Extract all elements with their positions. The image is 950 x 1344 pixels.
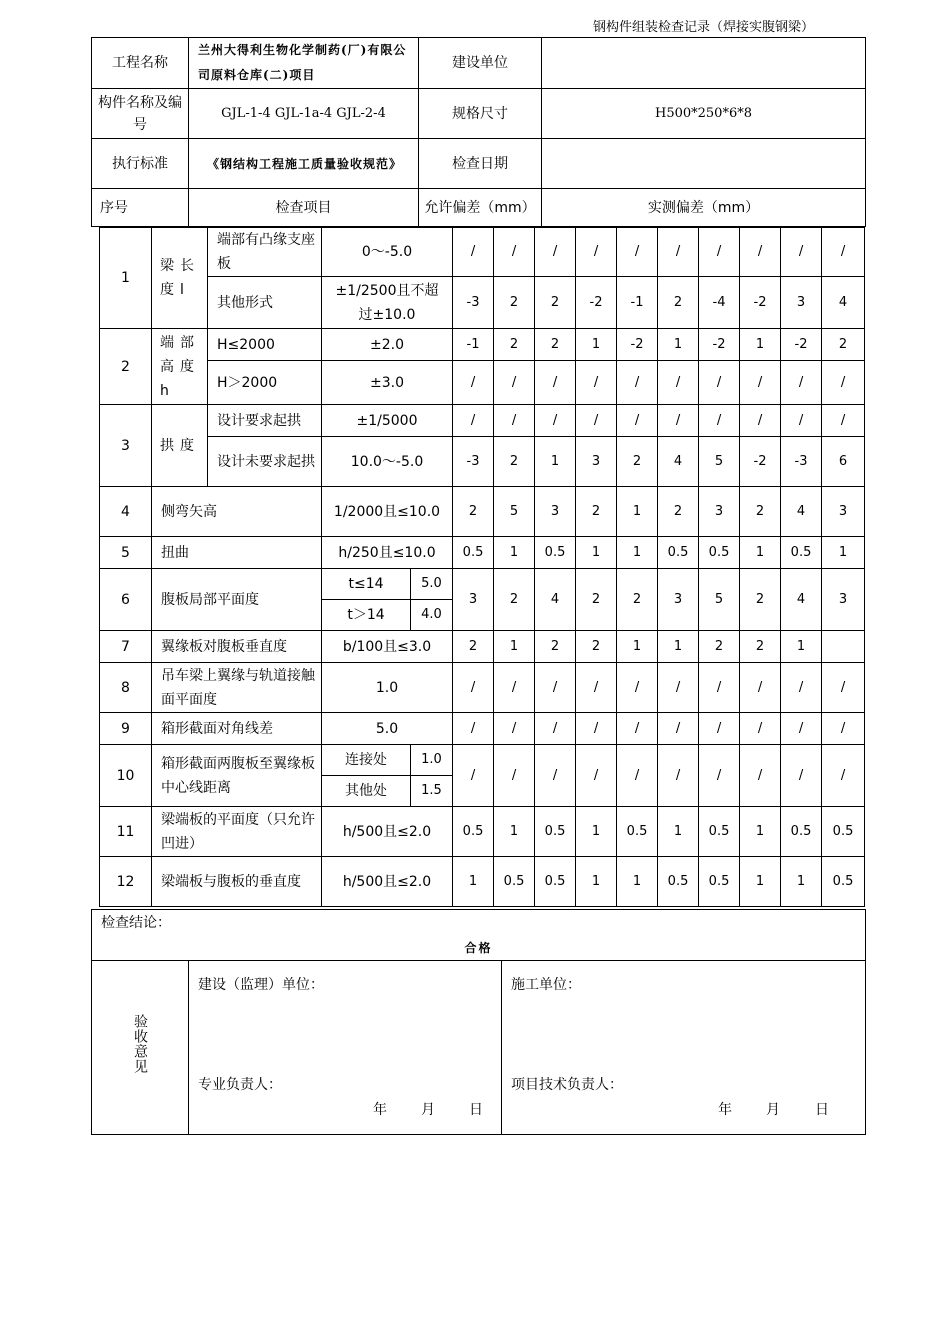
measured-value: 2: [576, 631, 617, 663]
document-title: 钢构件组装检查记录（焊接实腹钢梁）: [592, 20, 814, 35]
measured-value: /: [453, 663, 494, 713]
item-label: 箱形截面对角线差: [152, 713, 322, 745]
builder-label: 建设单位: [419, 38, 542, 89]
measured-value: /: [822, 361, 865, 405]
measured-value: 3: [535, 487, 576, 537]
measured-value: /: [658, 713, 699, 745]
measured-value: /: [453, 228, 494, 277]
item-label: 扭曲: [152, 537, 322, 569]
row-number: 6: [100, 569, 152, 631]
table-row: [100, 329, 865, 361]
measured-value: /: [453, 745, 494, 807]
item-label: 梁长度l: [152, 228, 208, 329]
measured-value: 2: [453, 631, 494, 663]
acceptance-label-cell: [92, 961, 189, 1135]
measured-value: -4: [699, 277, 740, 329]
row-number: 4: [100, 487, 152, 537]
measured-value: [822, 631, 865, 663]
measured-value: 2: [740, 487, 781, 537]
sub-item-label: 其他形式: [208, 277, 322, 329]
contractor-month: 月: [766, 1102, 780, 1118]
component-value: GJL-1-4 GJL-1a-4 GJL-2-4: [189, 89, 419, 139]
measured-value: /: [822, 745, 865, 807]
row-number: 7: [100, 631, 152, 663]
measured-value: 4: [781, 487, 822, 537]
allowance-value: ±3.0: [322, 361, 453, 405]
measured-value: 1: [576, 857, 617, 907]
measured-value: -1: [453, 329, 494, 361]
measured-value: /: [494, 228, 535, 277]
measured-value: 1: [617, 487, 658, 537]
measured-value: 2: [494, 277, 535, 329]
measured-value: /: [658, 405, 699, 437]
footer-table: [91, 909, 866, 1135]
measured-value: 1: [822, 537, 865, 569]
measured-value: 6: [822, 437, 865, 487]
measured-value: 3: [658, 569, 699, 631]
table-row: [100, 277, 865, 329]
allowance-value: 5.0: [411, 569, 453, 600]
measured-value: /: [699, 663, 740, 713]
allowance-value: 10.0～-5.0: [322, 437, 453, 487]
measured-value: 2: [535, 631, 576, 663]
row-number: 11: [100, 807, 152, 857]
measured-value: 3: [781, 277, 822, 329]
owner-title: 建设（监理）单位：: [198, 977, 324, 993]
measured-value: /: [576, 228, 617, 277]
allowance-condition: 连接处: [322, 745, 411, 776]
measured-value: /: [617, 361, 658, 405]
allowance-value: h/500且≤2.0: [322, 807, 453, 857]
measured-value: -2: [576, 277, 617, 329]
measured-value: 3: [699, 487, 740, 537]
measured-value: /: [494, 713, 535, 745]
measured-value: 1: [494, 631, 535, 663]
measured-value: /: [781, 663, 822, 713]
measured-value: /: [740, 713, 781, 745]
measured-value: /: [822, 228, 865, 277]
date-label: 检查日期: [419, 139, 542, 189]
table-row: [100, 537, 865, 569]
measured-value: /: [617, 713, 658, 745]
allowance-value: ±2.0: [322, 329, 453, 361]
conclusion-label: 检查结论：: [101, 915, 171, 931]
measured-value: 0.5: [699, 537, 740, 569]
measured-value: /: [576, 713, 617, 745]
sub-item-label: H＞2000: [208, 361, 322, 405]
allowance-condition: t＞14: [322, 600, 411, 631]
measured-value: 0.5: [781, 537, 822, 569]
measured-value: 1: [658, 329, 699, 361]
measured-value: /: [658, 745, 699, 807]
date-value: [542, 139, 866, 189]
measured-value: 2: [494, 569, 535, 631]
spec-value: H500*250*6*8: [542, 89, 866, 139]
row-number: 8: [100, 663, 152, 713]
measured-value: 1: [740, 857, 781, 907]
allowance-value: 1/2000且≤10.0: [322, 487, 453, 537]
measured-value: 2: [494, 437, 535, 487]
measured-value: 1: [658, 807, 699, 857]
measured-value: /: [453, 713, 494, 745]
measured-value: /: [617, 405, 658, 437]
measured-value: -2: [781, 329, 822, 361]
measured-value: /: [453, 361, 494, 405]
measured-value: 3: [453, 569, 494, 631]
component-label: 构件名称及编号: [92, 89, 189, 139]
project-label: 工程名称: [92, 38, 189, 89]
allowance-value: ±1/2500且不超过±10.0: [322, 277, 453, 329]
measured-value: 2: [494, 329, 535, 361]
standard-label: 执行标准: [92, 139, 189, 189]
acceptance-label: 验收意见: [132, 1013, 148, 1074]
table-row: [100, 361, 865, 405]
sub-item-label: H≤2000: [208, 329, 322, 361]
measured-value: /: [576, 663, 617, 713]
measured-value: 0.5: [535, 807, 576, 857]
contractor-title: 施工单位：: [511, 977, 581, 993]
measured-value: 5: [699, 569, 740, 631]
table-row: [100, 437, 865, 487]
row-number: 12: [100, 857, 152, 907]
measured-value: 2: [535, 277, 576, 329]
table-row: [100, 631, 865, 663]
owner-day: 日: [469, 1102, 483, 1118]
measured-value: 4: [535, 569, 576, 631]
col-allow-header: 允许偏差（mm）: [419, 189, 542, 227]
measured-value: 0.5: [658, 537, 699, 569]
measured-value: /: [699, 405, 740, 437]
col-no-header: 序号: [92, 189, 189, 227]
measured-value: 5: [699, 437, 740, 487]
allowance-value: 1.0: [411, 745, 453, 776]
measured-value: 1: [576, 537, 617, 569]
measured-value: 2: [822, 329, 865, 361]
measured-value: 2: [740, 631, 781, 663]
measured-value: 4: [781, 569, 822, 631]
measured-value: /: [494, 663, 535, 713]
table-row: [100, 857, 865, 907]
col-measured-header: 实测偏差（mm）: [542, 189, 866, 227]
measured-value: 3: [822, 569, 865, 631]
measured-value: 1: [658, 631, 699, 663]
row-number: 10: [100, 745, 152, 807]
measured-value: /: [535, 745, 576, 807]
owner-year: 年: [373, 1102, 387, 1118]
measured-value: -2: [617, 329, 658, 361]
measured-value: 3: [576, 437, 617, 487]
measured-value: 3: [822, 487, 865, 537]
measured-value: 2: [576, 569, 617, 631]
measured-value: 1: [740, 537, 781, 569]
measured-value: 2: [740, 569, 781, 631]
allowance-value: 4.0: [411, 600, 453, 631]
standard-value: 《钢结构工程施工质量验收规范》: [189, 139, 419, 189]
measured-value: -3: [453, 437, 494, 487]
measured-value: /: [822, 405, 865, 437]
measured-value: /: [781, 405, 822, 437]
measured-value: 0.5: [781, 807, 822, 857]
measured-value: 2: [658, 277, 699, 329]
table-row: [100, 569, 865, 600]
sub-item-label: 端部有凸缘支座板: [208, 228, 322, 277]
measured-value: /: [740, 663, 781, 713]
item-label: 吊车梁上翼缘与轨道接触面平面度: [152, 663, 322, 713]
measured-value: /: [535, 228, 576, 277]
measured-value: /: [822, 663, 865, 713]
project-value: 兰州大得利生物化学制药(厂)有限公司原料仓库(二)项目: [189, 38, 419, 89]
measured-value: 2: [453, 487, 494, 537]
measured-value: /: [699, 745, 740, 807]
measured-value: /: [699, 228, 740, 277]
measured-value: 0.5: [699, 807, 740, 857]
allowance-value: h/500且≤2.0: [322, 857, 453, 907]
measured-value: 1: [740, 807, 781, 857]
measured-value: 1: [453, 857, 494, 907]
measured-value: 0.5: [699, 857, 740, 907]
measured-value: /: [781, 361, 822, 405]
measured-value: /: [576, 405, 617, 437]
measured-value: /: [617, 745, 658, 807]
measured-value: /: [740, 228, 781, 277]
measured-value: /: [576, 745, 617, 807]
measured-value: 1: [617, 537, 658, 569]
measured-value: -3: [781, 437, 822, 487]
inspection-table: [99, 227, 865, 907]
measured-value: -1: [617, 277, 658, 329]
measured-value: 2: [576, 487, 617, 537]
measured-value: 1: [494, 537, 535, 569]
measured-value: 0.5: [535, 537, 576, 569]
row-number: 3: [100, 405, 152, 487]
measured-value: -3: [453, 277, 494, 329]
allowance-value: 1.5: [411, 776, 453, 807]
measured-value: 1: [781, 857, 822, 907]
measured-value: 1: [781, 631, 822, 663]
item-label: 拱度: [152, 405, 208, 487]
contractor-day: 日: [815, 1102, 829, 1118]
builder-value: [542, 38, 866, 89]
measured-value: 1: [494, 807, 535, 857]
measured-value: /: [699, 713, 740, 745]
measured-value: 0.5: [494, 857, 535, 907]
measured-value: /: [494, 405, 535, 437]
table-row: [100, 663, 865, 713]
measured-value: /: [576, 361, 617, 405]
measured-value: 1: [617, 857, 658, 907]
measured-value: /: [535, 405, 576, 437]
measured-value: 0.5: [822, 807, 865, 857]
table-row: [100, 745, 865, 776]
measured-value: 0.5: [453, 537, 494, 569]
allowance-value: 1.0: [322, 663, 453, 713]
allowance-condition: t≤14: [322, 569, 411, 600]
col-item-header: 检查项目: [189, 189, 419, 227]
measured-value: /: [699, 361, 740, 405]
measured-value: /: [453, 405, 494, 437]
item-label: 端部高度h: [152, 329, 208, 405]
measured-value: 1: [617, 631, 658, 663]
row-number: 5: [100, 537, 152, 569]
item-label: 侧弯矢高: [152, 487, 322, 537]
measured-value: 5: [494, 487, 535, 537]
item-label: 箱形截面两腹板至翼缘板中心线距离: [152, 745, 322, 807]
item-label: 梁端板与腹板的垂直度: [152, 857, 322, 907]
measured-value: /: [658, 361, 699, 405]
measured-value: -2: [699, 329, 740, 361]
measured-value: 0.5: [658, 857, 699, 907]
measured-value: 4: [658, 437, 699, 487]
conclusion-cell: [92, 910, 866, 961]
measured-value: 1: [740, 329, 781, 361]
spec-label: 规格尺寸: [419, 89, 542, 139]
sub-item-label: 设计未要求起拱: [208, 437, 322, 487]
measured-value: 2: [658, 487, 699, 537]
measured-value: 1: [576, 329, 617, 361]
table-row: [100, 713, 865, 745]
measured-value: /: [494, 361, 535, 405]
measured-value: /: [740, 405, 781, 437]
allowance-condition: 其他处: [322, 776, 411, 807]
measured-value: 0.5: [617, 807, 658, 857]
table-row: [100, 228, 865, 277]
measured-value: 4: [822, 277, 865, 329]
measured-value: /: [658, 663, 699, 713]
measured-value: /: [781, 713, 822, 745]
allowance-value: 0～-5.0: [322, 228, 453, 277]
row-number: 2: [100, 329, 152, 405]
measured-value: 2: [699, 631, 740, 663]
contractor-sign-cell: [502, 961, 866, 1135]
table-row: [100, 405, 865, 437]
measured-value: /: [617, 228, 658, 277]
sub-item-label: 设计要求起拱: [208, 405, 322, 437]
measured-value: /: [494, 745, 535, 807]
allowance-value: 5.0: [322, 713, 453, 745]
allowance-value: ±1/5000: [322, 405, 453, 437]
measured-value: /: [781, 228, 822, 277]
allowance-value: b/100且≤3.0: [322, 631, 453, 663]
owner-person: 专业负责人：: [198, 1077, 282, 1093]
owner-sign-cell: [189, 961, 502, 1135]
measured-value: /: [822, 713, 865, 745]
allowance-value: h/250且≤10.0: [322, 537, 453, 569]
header-table: [91, 37, 866, 227]
row-number: 1: [100, 228, 152, 329]
table-row: [100, 487, 865, 537]
measured-value: /: [535, 713, 576, 745]
contractor-year: 年: [718, 1102, 732, 1118]
item-label: 梁端板的平面度（只允许凹进）: [152, 807, 322, 857]
measured-value: /: [535, 663, 576, 713]
item-label: 腹板局部平面度: [152, 569, 322, 631]
item-label: 翼缘板对腹板垂直度: [152, 631, 322, 663]
measured-value: 2: [535, 329, 576, 361]
measured-value: 1: [535, 437, 576, 487]
measured-value: 0.5: [822, 857, 865, 907]
measured-value: /: [781, 745, 822, 807]
measured-value: 0.5: [453, 807, 494, 857]
measured-value: 0.5: [535, 857, 576, 907]
measured-value: 1: [576, 807, 617, 857]
measured-value: 2: [617, 569, 658, 631]
measured-value: /: [658, 228, 699, 277]
table-row: [100, 807, 865, 857]
measured-value: /: [535, 361, 576, 405]
measured-value: -2: [740, 437, 781, 487]
row-number: 9: [100, 713, 152, 745]
contractor-person: 项目技术负责人：: [511, 1077, 623, 1093]
measured-value: /: [617, 663, 658, 713]
measured-value: /: [740, 361, 781, 405]
measured-value: /: [740, 745, 781, 807]
owner-month: 月: [421, 1102, 435, 1118]
measured-value: 2: [617, 437, 658, 487]
conclusion-value: 合格: [464, 941, 493, 955]
measured-value: -2: [740, 277, 781, 329]
